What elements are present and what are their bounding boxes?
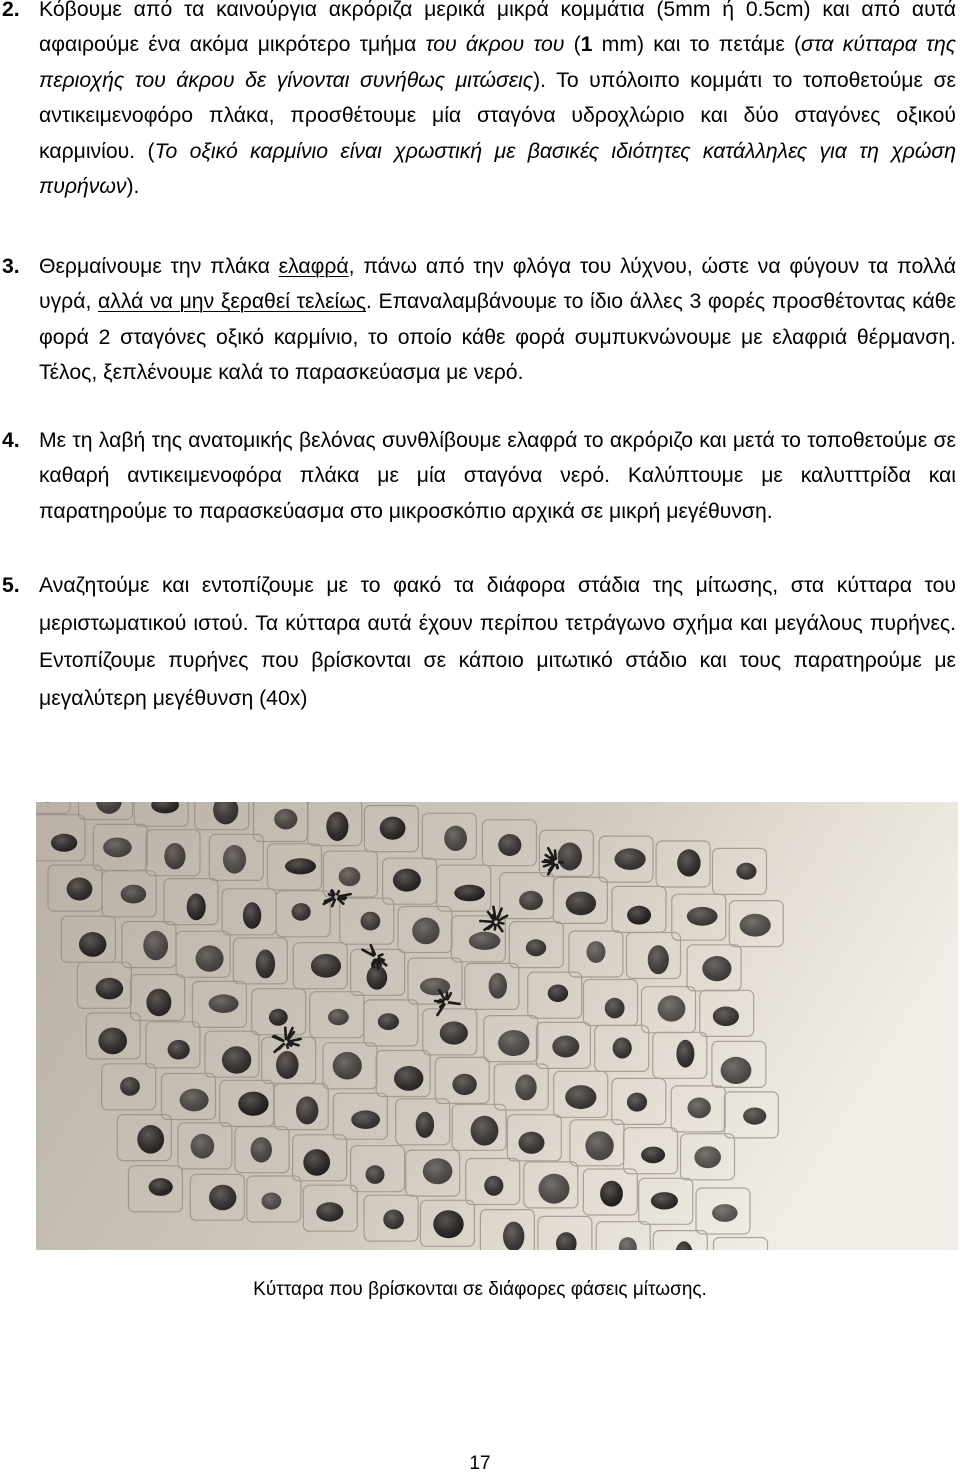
nucleus [433,1210,463,1238]
chromosome [557,865,558,868]
micrograph-image [36,802,958,1250]
nucleus [489,973,507,999]
nucleus [380,817,406,840]
nucleus [423,1158,453,1184]
nucleus [311,954,341,978]
nucleus [440,1021,468,1044]
nucleus [143,931,168,960]
step-text: Αναζητούμε και εντοπίζουμε με το φακό τα διάφορα στάδια της μίτωσης, στα κύτταρα του μεριστωματικού ιστού. Τα κύτταρα αυτά έχουν περίπου τετράγωνο σχήμα και μεγάλους πυρήνες. Εντοπίζουμε πυρήνες που βρίσκονται σε κάποιο μιτωτικό στάδιο και τους παρατηρούμε με μεγαλύτερη μεγέθυνση (40x) [39,574,956,710]
nucleus [587,941,606,963]
nucleus [444,826,467,851]
nucleus [276,1051,299,1079]
figure-caption: Κύτταρα που βρίσκονται σε διάφορες φάσεις μίτωσης. [253,1279,707,1300]
text-segment: . Επαναλαμβάνουμε το ίδιο άλλες 3 φορές προσθέτοντας κάθε φορά 2 σταγόνες οξικό καρμίνιο, το οποίο κάθε φορά συμπυκνώνουμε με ελαφριά θέρμανση. Τέλος, ξεπλένουμε καλά το παρασκεύασμα με νερό. [39,290,956,385]
nucleus [420,978,450,996]
nucleus [452,1074,476,1095]
nucleus [539,1174,570,1204]
nucleus [168,1040,190,1060]
nucleus [269,1009,288,1026]
nucleus [469,932,501,950]
nucleus [565,1085,596,1109]
nucleus [721,1057,752,1084]
text-segment: mm) και το πετάμε ( [592,33,802,57]
italic-segment: στα κύτταρα της περιοχής του άκρου δε γίνονται συνήθως μιτώσεις [39,33,957,92]
chromosome [446,993,447,1000]
chromosome [287,1045,288,1048]
step-2 [2,0,957,204]
chromosome [449,1002,460,1004]
nucleus [688,1098,711,1119]
step-number: 3. [2,255,20,278]
nucleus [149,1178,173,1196]
nucleus [243,902,261,929]
step-3 [2,249,956,391]
nucleus [393,869,421,892]
step-number: 5. [2,574,20,597]
nucleus [743,1108,766,1125]
nucleus [605,998,625,1019]
nucleus [498,834,521,856]
chromosome [339,898,345,900]
nucleus [740,914,771,937]
nucleus [137,1125,164,1154]
nucleus [51,834,77,852]
chromosome [285,1028,286,1039]
nucleus [292,903,311,921]
nucleus [471,1116,499,1146]
nucleus [627,1093,647,1112]
nucleus [412,918,439,945]
nucleus [238,1092,268,1116]
mitosis-micrograph [36,802,958,1250]
chromosome [439,1001,443,1002]
step-text [39,255,956,384]
nucleus [351,1110,380,1129]
nucleus [548,985,568,1003]
nucleus [519,891,543,910]
nucleus [209,994,239,1013]
step-4 [2,423,956,529]
nucleus [120,1077,140,1096]
nucleus [658,995,686,1021]
nucleus [454,885,485,902]
nucleus [526,939,546,956]
nucleus [648,945,669,974]
step-text [39,0,956,198]
nucleus [585,1131,613,1160]
nucleus [615,848,646,870]
nucleus [103,838,132,858]
nucleus [519,1132,545,1154]
nucleus [641,1147,665,1164]
nucleus [191,1134,215,1159]
nucleus [96,978,124,1000]
nucleus [333,1052,362,1080]
nucleus [98,1028,127,1055]
nucleus [366,1165,385,1184]
nucleus [222,1046,251,1073]
nucleus [515,1075,536,1101]
nucleus [613,1038,632,1059]
text-segment: Κόβουμε από τα καινούργια ακρόριζα μερικά μικρά κομμάτια (5mm ή 0.5cm) και από αυτά αφαιρούμε ένα ακόμα μικρότερο τμήμα [39,0,956,57]
nucleus [256,950,275,979]
nucleus [79,932,106,957]
nucleus [196,945,224,971]
nucleus [712,1204,738,1222]
nucleus [687,907,718,926]
nucleus [416,1112,434,1138]
page-number: 17 [469,1453,491,1474]
nucleus [339,867,361,886]
italic-segment: Το οξικό καρμίνιο είναι χρωστική με βασικές ιδιότητες κατάλληλες για τη χρώση πυρήνων [39,139,956,199]
chromosome [337,891,339,894]
text-segment: , πάνω από την φλόγα του λύχνου, ώστε να φύγουν τα πολλά υγρά, [39,255,956,314]
step-5 [2,567,956,717]
nucleus [164,843,185,869]
nucleus [209,1185,236,1211]
chromosome [329,894,333,896]
nucleus [361,912,381,931]
nucleus [736,863,756,880]
nucleus [146,989,171,1017]
nucleus [180,1089,209,1112]
nucleus [303,1149,330,1176]
nucleus [484,1176,503,1196]
italic-segment: του άκρου του [425,33,565,57]
nucleus [367,966,388,990]
nucleus [394,1066,423,1091]
nucleus [552,1036,579,1058]
step-number: 4. [2,429,20,452]
nucleus [262,1193,282,1210]
chromosome [379,955,383,956]
text-segment: ). [126,175,140,199]
nucleus [498,1030,529,1056]
bold-segment: 1 [580,33,593,57]
nucleus [566,892,596,916]
nucleus [383,1210,404,1230]
nucleus [713,1007,739,1027]
chromosome [555,851,556,860]
nucleus [694,1146,721,1168]
nucleus [558,843,582,871]
step-text: Με τη λαβή της ανατομικής βελόνας συνθλίβουμε ελαφρά το ακρόριζο και μετά το τοποθετούμε σε καθαρή αντικειμενοφόρα πλάκα με μία σταγόνα νερό. Καλύπτουμε με καλυτττρίδα και παρατηρούμε το παρασκεύασμα στο μικροσκόπιο αρχικά σε μικρή μεγέθυνση. [39,429,956,523]
chromosome [499,923,504,924]
step-number: 2. [2,0,20,21]
chromosome [495,925,496,929]
underlined-segment: αλλά να μην ξεραθεί τελείως [98,290,366,314]
text-segment: Θερμαίνουμε την πλάκα [39,255,279,278]
nucleus [187,894,206,921]
nucleus [328,1009,349,1025]
nucleus [600,1181,623,1207]
nucleus [503,1222,524,1250]
nucleus [651,1192,678,1209]
underlined-segment: ελαφρά [278,255,349,278]
nucleus [316,1202,343,1221]
text-segment: ). Το υπόλοιπο κομμάτι το τοποθετούμε σε αντικειμενοφόρο πλάκα, προσθέτουμε μία σταγόνα υδροχλώριο και δύο σταγόνες οξικού καρμινίου. ( [39,68,957,163]
nucleus [676,1040,694,1068]
nucleus [702,956,731,981]
nucleus [627,906,651,925]
nucleus [285,858,316,874]
text-segment: ( [564,33,581,57]
chromosome [480,921,493,922]
nucleus [223,845,246,874]
nucleus [326,812,348,841]
nucleus [677,849,700,876]
nucleus [378,1013,399,1030]
nucleus [296,1096,318,1124]
nucleus [274,809,297,830]
nucleus [251,1137,272,1162]
nucleus [121,885,147,904]
nucleus [67,878,93,901]
